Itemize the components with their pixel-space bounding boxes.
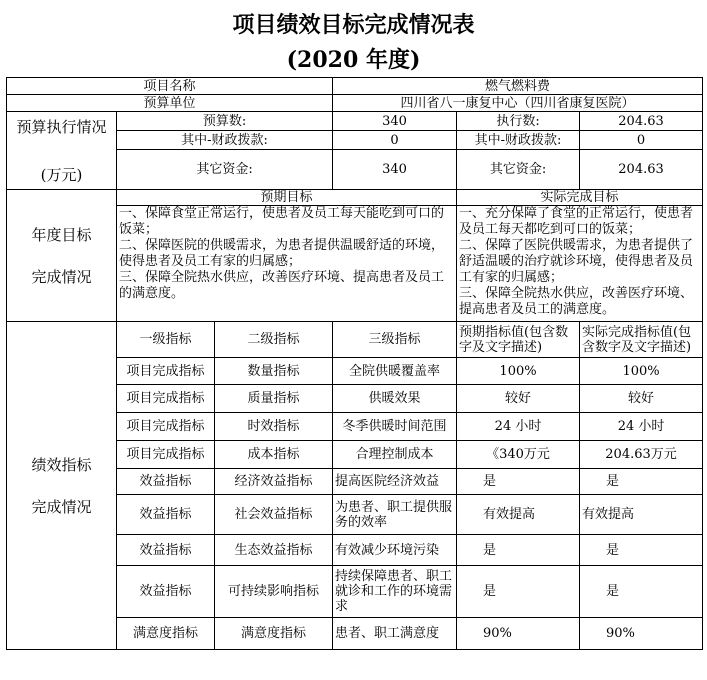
- level2-cell: 数量指标: [215, 358, 333, 385]
- level3-cell: 冬季供暖时间范围: [333, 413, 457, 441]
- level2-cell: 社会效益指标: [215, 495, 333, 535]
- fiscal-budget-value: 0: [333, 131, 457, 150]
- level1-cell: 效益指标: [117, 535, 215, 566]
- level3-cell: 合理控制成本: [333, 441, 457, 469]
- project-name-value: 燃气燃料费: [333, 78, 703, 95]
- project-name-row: [7, 78, 703, 95]
- expected-value-cell: 是: [457, 469, 580, 495]
- level1-cell: 效益指标: [117, 566, 215, 618]
- level2-cell: 满意度指标: [215, 618, 333, 650]
- level2-cell: 时效指标: [215, 413, 333, 441]
- other-funds-exec-value: 204.63: [580, 150, 703, 190]
- level2-cell: 可持续影响指标: [215, 566, 333, 618]
- other-funds-budget-value: 340: [333, 150, 457, 190]
- actual-value-cell: 24 小时: [580, 413, 703, 441]
- fiscal-exec-label: 其中-财政拨款:: [457, 131, 580, 150]
- level3-cell: 供暖效果: [333, 385, 457, 413]
- actual-value-cell: 100%: [580, 358, 703, 385]
- level1-cell: 项目完成指标: [117, 441, 215, 469]
- page-subtitle: (2020 年度): [286, 47, 421, 73]
- indicator-section-label: 绩效指标 完成情况: [7, 322, 117, 650]
- budget-unit-label: 预算单位: [7, 95, 333, 112]
- level1-cell: 效益指标: [117, 469, 215, 495]
- level3-cell: 有效减少环境污染: [333, 535, 457, 566]
- expected-value-cell: 100%: [457, 358, 580, 385]
- actual-value-cell: 较好: [580, 385, 703, 413]
- level1-cell: 项目完成指标: [117, 413, 215, 441]
- level2-cell: 经济效益指标: [215, 469, 333, 495]
- expected-value-header: 预期指标值(包含数字及文字描述): [457, 322, 580, 358]
- budget-amount-label: 预算数:: [117, 112, 333, 131]
- actual-target-text: 一、充分保障了食堂的正常运行，使患者及员工每天都吃到可口的饭菜； 二、保障了医院供暖需求，为患者提供了舒适温暖的治疗就诊环境，使得患者及员工有家的归属感； 三、保障全院热水供应，改善医疗环境、提高患者及员工的满意度。: [457, 206, 703, 322]
- expected-value-cell: 是: [457, 566, 580, 618]
- expected-target-header: 预期目标: [117, 190, 457, 206]
- expected-value-cell: 《340万元: [457, 441, 580, 469]
- expected-target-text: 一、保障食堂正常运行，使患者及员工每天能吃到可口的饭菜； 二、保障医院的供暖需求，为患者提供温暖舒适的环境，使得患者及员工有家的归属感； 三、保障全院热水供应，改善医疗环境、提高患者及员工的满意度。: [117, 206, 457, 322]
- level2-cell: 生态效益指标: [215, 535, 333, 566]
- expected-value-cell: 90%: [457, 618, 580, 650]
- exec-amount-value: 204.63: [580, 112, 703, 131]
- level1-cell: 项目完成指标: [117, 358, 215, 385]
- expected-value-cell: 24 小时: [457, 413, 580, 441]
- annual-section-label: 年度目标 完成情况: [7, 190, 117, 322]
- project-name-label: 项目名称: [7, 78, 333, 95]
- level3-cell: 患者、职工满意度: [333, 618, 457, 650]
- level1-header: 一级指标: [117, 322, 215, 358]
- actual-value-cell: 是: [580, 535, 703, 566]
- level2-header: 二级指标: [215, 322, 333, 358]
- fiscal-exec-value: 0: [580, 131, 703, 150]
- level3-cell: 全院供暖覆盖率: [333, 358, 457, 385]
- budget-amount-value: 340: [333, 112, 457, 131]
- annual-header-row: [7, 190, 703, 206]
- actual-value-header: 实际完成指标值(包含数字及文字描述): [580, 322, 703, 358]
- fiscal-label: 其中-财政拨款:: [117, 131, 333, 150]
- actual-value-cell: 204.63万元: [580, 441, 703, 469]
- actual-value-cell: 是: [580, 469, 703, 495]
- exec-amount-label: 执行数:: [457, 112, 580, 131]
- level2-cell: 质量指标: [215, 385, 333, 413]
- actual-value-cell: 有效提高: [580, 495, 703, 535]
- budget-section-label: 预算执行情况 (万元): [7, 112, 117, 190]
- page-title: 项目绩效目标完成情况表: [232, 12, 475, 38]
- level1-cell: 项目完成指标: [117, 385, 215, 413]
- actual-value-cell: 是: [580, 566, 703, 618]
- other-funds-label: 其它资金:: [117, 150, 333, 190]
- budget-unit-value: 四川省八一康复中心（四川省康复医院）: [333, 95, 703, 112]
- actual-value-cell: 90%: [580, 618, 703, 650]
- level3-cell: 提高医院经济效益: [333, 469, 457, 495]
- level3-cell: 持续保障患者、职工就诊和工作的环境需求: [333, 566, 457, 618]
- budget-row: [7, 112, 703, 131]
- budget-unit-row: [7, 95, 703, 112]
- level1-cell: 效益指标: [117, 495, 215, 535]
- expected-value-cell: 较好: [457, 385, 580, 413]
- actual-target-header: 实际完成目标: [457, 190, 703, 206]
- level2-cell: 成本指标: [215, 441, 333, 469]
- other-funds-exec-label: 其它资金:: [457, 150, 580, 190]
- level3-header: 三级指标: [333, 322, 457, 358]
- expected-value-cell: 是: [457, 535, 580, 566]
- performance-table: [6, 77, 703, 650]
- level1-cell: 满意度指标: [117, 618, 215, 650]
- indicator-header-row: [7, 322, 703, 358]
- expected-value-cell: 有效提高: [457, 495, 580, 535]
- level3-cell: 为患者、职工提供服务的效率: [333, 495, 457, 535]
